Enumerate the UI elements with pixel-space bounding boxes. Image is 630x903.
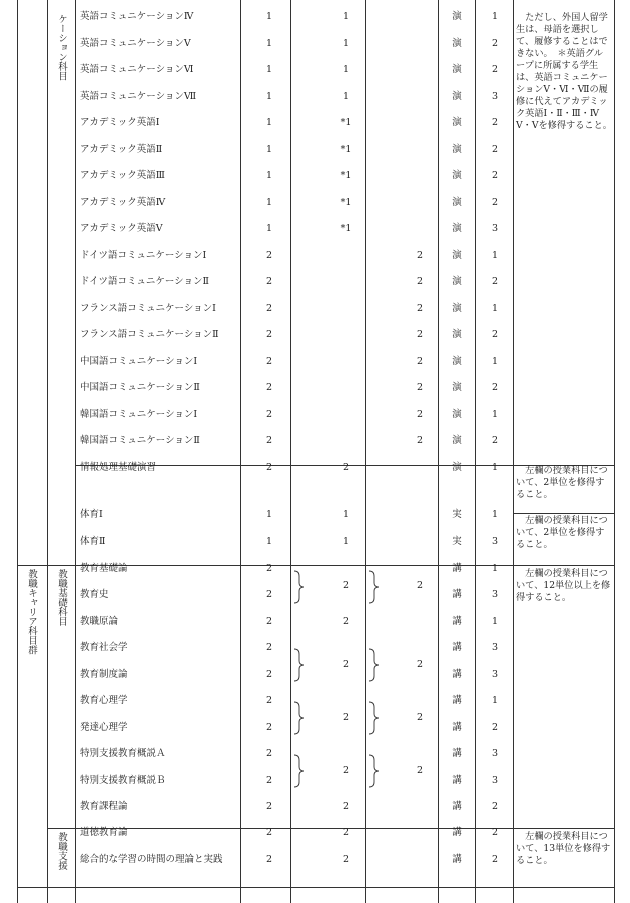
course-name: 教育課程論 xyxy=(80,801,128,812)
credit-value: 2 xyxy=(265,642,273,653)
class-type: 演 xyxy=(452,409,462,420)
note-text: 左欄の授業科目について、2単位を修得すること。 xyxy=(516,515,608,550)
required-credit: 1 xyxy=(342,509,350,520)
course-name: アカデミック英語Ⅰ xyxy=(80,117,160,128)
brace-value: 2 xyxy=(416,712,424,723)
class-type: 演 xyxy=(452,170,462,181)
year-value: 2 xyxy=(491,117,499,128)
class-type: 講 xyxy=(452,801,462,812)
year-value: 1 xyxy=(491,563,499,574)
credit-value: 2 xyxy=(265,329,273,340)
required-credit: 2 xyxy=(342,827,350,838)
column-divider xyxy=(290,0,291,903)
course-name: アカデミック英語Ⅳ xyxy=(80,197,166,208)
class-type: 講 xyxy=(452,669,462,680)
class-type: 講 xyxy=(452,695,462,706)
class-type: 演 xyxy=(452,250,462,261)
class-type: 講 xyxy=(452,616,462,627)
course-name: 発達心理学 xyxy=(80,722,128,733)
year-value: 1 xyxy=(491,356,499,367)
column-divider xyxy=(47,0,48,903)
year-value: 3 xyxy=(491,775,499,786)
brace-value: 2 xyxy=(342,765,350,776)
year-value: 2 xyxy=(491,722,499,733)
course-name: ドイツ語コミュニケーションⅠ xyxy=(80,250,207,261)
course-name: 中国語コミュニケーションⅠ xyxy=(80,356,198,367)
required-credit: 1 xyxy=(342,536,350,547)
year-value: 2 xyxy=(491,38,499,49)
brace-value: 2 xyxy=(416,765,424,776)
course-name: 教育史 xyxy=(80,589,109,600)
credit-value: 1 xyxy=(265,64,273,75)
brace-icon xyxy=(292,570,308,604)
table-right-border xyxy=(614,0,615,903)
class-type: 講 xyxy=(452,748,462,759)
course-name: 英語コミュニケーションⅥ xyxy=(80,64,194,75)
required-credit: 1 xyxy=(342,38,350,49)
required-credit: 1 xyxy=(342,11,350,22)
year-value: 2 xyxy=(491,435,499,446)
year-value: 2 xyxy=(491,197,499,208)
year-value: 3 xyxy=(491,642,499,653)
brace-icon xyxy=(292,754,308,788)
elective-credit: 2 xyxy=(416,303,424,314)
year-value: 1 xyxy=(491,616,499,627)
year-value: 3 xyxy=(491,91,499,102)
class-type: 演 xyxy=(452,64,462,75)
class-type: 演 xyxy=(452,91,462,102)
year-value: 1 xyxy=(491,250,499,261)
elective-credit: 2 xyxy=(416,250,424,261)
class-type: 演 xyxy=(452,303,462,314)
year-value: 2 xyxy=(491,382,499,393)
brace-value: 2 xyxy=(342,712,350,723)
class-type: 講 xyxy=(452,722,462,733)
credit-value: 1 xyxy=(265,536,273,547)
course-name: 情報処理基礎演習 xyxy=(80,462,157,473)
credit-value: 2 xyxy=(265,827,273,838)
brace-value: 2 xyxy=(342,580,350,591)
column-divider xyxy=(475,0,476,903)
class-type: 演 xyxy=(452,11,462,22)
course-name: 教育心理学 xyxy=(80,695,128,706)
class-type: 講 xyxy=(452,775,462,786)
class-type: 演 xyxy=(452,38,462,49)
credit-value: 2 xyxy=(265,748,273,759)
course-name: 韓国語コミュニケーションⅡ xyxy=(80,435,200,446)
credit-value: 1 xyxy=(265,11,273,22)
credit-value: 1 xyxy=(265,91,273,102)
credit-value: 2 xyxy=(265,356,273,367)
class-type: 演 xyxy=(452,197,462,208)
column-divider xyxy=(75,0,76,903)
credit-value: 2 xyxy=(265,563,273,574)
course-name: アカデミック英語Ⅴ xyxy=(80,223,163,234)
year-value: 1 xyxy=(491,303,499,314)
column-divider xyxy=(438,0,439,903)
column-divider xyxy=(365,0,366,903)
class-type: 演 xyxy=(452,435,462,446)
course-name: ドイツ語コミュニケーションⅡ xyxy=(80,276,209,287)
group-label-kyoshoku-career: 教職キャリア科目群 xyxy=(26,569,37,655)
year-value: 2 xyxy=(491,827,499,838)
credit-value: 1 xyxy=(265,197,273,208)
credit-value: 2 xyxy=(265,462,273,473)
course-name: 特別支援教育概説Ｂ xyxy=(80,775,166,786)
credit-value: 2 xyxy=(265,409,273,420)
class-type: 実 xyxy=(452,536,462,547)
course-name: 教育制度論 xyxy=(80,669,128,680)
credit-value: 1 xyxy=(265,117,273,128)
class-type: 実 xyxy=(452,509,462,520)
group-label-communication: ケーション科目 xyxy=(56,14,67,81)
note-text: ただし、外国人留学生は、母語を選択して、履修することはできない。 ＊英語グループに所属する学生は、英語コミュニケーションⅤ・Ⅵ・Ⅶの履修に代えてアカデミック英語Ⅰ・Ⅱ・Ⅲ・ⅣⅤ・Ⅴを修得すること。 xyxy=(516,12,612,131)
year-value: 2 xyxy=(491,329,499,340)
note-text: 左欄の授業科目について、13単位を修得すること。 xyxy=(516,831,611,866)
course-name: 英語コミュニケーションⅣ xyxy=(80,11,194,22)
credit-value: 2 xyxy=(265,669,273,680)
table-left-border xyxy=(17,0,18,903)
brace-icon xyxy=(367,701,383,735)
class-type: 講 xyxy=(452,589,462,600)
credit-value: 2 xyxy=(265,250,273,261)
credit-value: 2 xyxy=(265,303,273,314)
class-type: 演 xyxy=(452,462,462,473)
class-type: 演 xyxy=(452,356,462,367)
course-name: 英語コミュニケーションⅤ xyxy=(80,38,191,49)
year-value: 2 xyxy=(491,170,499,181)
elective-credit: 2 xyxy=(416,276,424,287)
year-value: 3 xyxy=(491,536,499,547)
year-value: 1 xyxy=(491,462,499,473)
course-name: 道徳教育論 xyxy=(80,827,128,838)
brace-value: 2 xyxy=(416,659,424,670)
brace-icon xyxy=(292,701,308,735)
credit-value: 2 xyxy=(265,276,273,287)
course-name: 韓国語コミュニケーションⅠ xyxy=(80,409,198,420)
year-value: 2 xyxy=(491,64,499,75)
credit-value: 2 xyxy=(265,801,273,812)
brace-icon xyxy=(367,754,383,788)
class-type: 演 xyxy=(452,329,462,340)
required-credit: *1 xyxy=(340,117,352,128)
course-name: 教育基礎論 xyxy=(80,563,128,574)
class-type: 演 xyxy=(452,382,462,393)
year-value: 2 xyxy=(491,854,499,865)
elective-credit: 2 xyxy=(416,409,424,420)
course-name: フランス語コミュニケーションⅠ xyxy=(80,303,216,314)
course-name: 中国語コミュニケーションⅡ xyxy=(80,382,200,393)
column-divider xyxy=(240,0,241,903)
class-type: 講 xyxy=(452,854,462,865)
course-name: 総合的な学習の時間の理論と実践 xyxy=(80,854,223,865)
brace-icon xyxy=(292,648,308,682)
required-credit: 2 xyxy=(342,462,350,473)
class-type: 演 xyxy=(452,117,462,128)
credit-value: 1 xyxy=(265,170,273,181)
required-credit: 1 xyxy=(342,64,350,75)
course-name: 体育Ⅱ xyxy=(80,536,106,547)
required-credit: *1 xyxy=(340,144,352,155)
table-bottom-border xyxy=(17,887,614,888)
column-divider xyxy=(513,0,514,903)
credit-value: 2 xyxy=(265,382,273,393)
credit-value: 1 xyxy=(265,38,273,49)
note-divider xyxy=(513,513,614,514)
credit-value: 1 xyxy=(265,144,273,155)
year-value: 3 xyxy=(491,748,499,759)
credit-value: 2 xyxy=(265,854,273,865)
brace-icon xyxy=(367,570,383,604)
brace-icon xyxy=(367,648,383,682)
course-name: 体育Ⅰ xyxy=(80,509,103,520)
required-credit: 2 xyxy=(342,616,350,627)
credit-value: 2 xyxy=(265,775,273,786)
note-text: 左欄の授業科目について、12単位以上を修得すること。 xyxy=(516,568,611,603)
year-value: 3 xyxy=(491,669,499,680)
year-value: 1 xyxy=(491,695,499,706)
course-name: アカデミック英語Ⅱ xyxy=(80,144,163,155)
required-credit: *1 xyxy=(340,197,352,208)
credit-value: 2 xyxy=(265,589,273,600)
course-name: フランス語コミュニケーションⅡ xyxy=(80,329,219,340)
group-label-kiso: 教職基礎科目 xyxy=(56,569,67,626)
year-value: 2 xyxy=(491,144,499,155)
course-name: 教職原論 xyxy=(80,616,119,627)
course-name: 特別支援教育概説Ａ xyxy=(80,748,166,759)
credit-value: 2 xyxy=(265,616,273,627)
class-type: 演 xyxy=(452,223,462,234)
required-credit: *1 xyxy=(340,223,352,234)
course-name: 教育社会学 xyxy=(80,642,128,653)
year-value: 2 xyxy=(491,801,499,812)
brace-value: 2 xyxy=(342,659,350,670)
credit-value: 2 xyxy=(265,435,273,446)
required-credit: 2 xyxy=(342,801,350,812)
class-type: 演 xyxy=(452,276,462,287)
class-type: 演 xyxy=(452,144,462,155)
credit-value: 2 xyxy=(265,722,273,733)
required-credit: 2 xyxy=(342,854,350,865)
course-name: 英語コミュニケーションⅦ xyxy=(80,91,197,102)
course-name: アカデミック英語Ⅲ xyxy=(80,170,165,181)
required-credit: 1 xyxy=(342,91,350,102)
elective-credit: 2 xyxy=(416,382,424,393)
elective-credit: 2 xyxy=(416,435,424,446)
elective-credit: 2 xyxy=(416,356,424,367)
class-type: 講 xyxy=(452,563,462,574)
elective-credit: 2 xyxy=(416,329,424,340)
year-value: 3 xyxy=(491,223,499,234)
credit-value: 2 xyxy=(265,695,273,706)
note-text: 左欄の授業科目について、2単位を修得すること。 xyxy=(516,465,608,500)
group-label-shien: 教職支援 xyxy=(56,832,67,870)
year-value: 1 xyxy=(491,11,499,22)
credit-value: 1 xyxy=(265,223,273,234)
year-value: 2 xyxy=(491,276,499,287)
required-credit: *1 xyxy=(340,170,352,181)
brace-value: 2 xyxy=(416,580,424,591)
year-value: 3 xyxy=(491,589,499,600)
year-value: 1 xyxy=(491,409,499,420)
year-value: 1 xyxy=(491,509,499,520)
class-type: 講 xyxy=(452,642,462,653)
credit-value: 1 xyxy=(265,509,273,520)
class-type: 講 xyxy=(452,827,462,838)
